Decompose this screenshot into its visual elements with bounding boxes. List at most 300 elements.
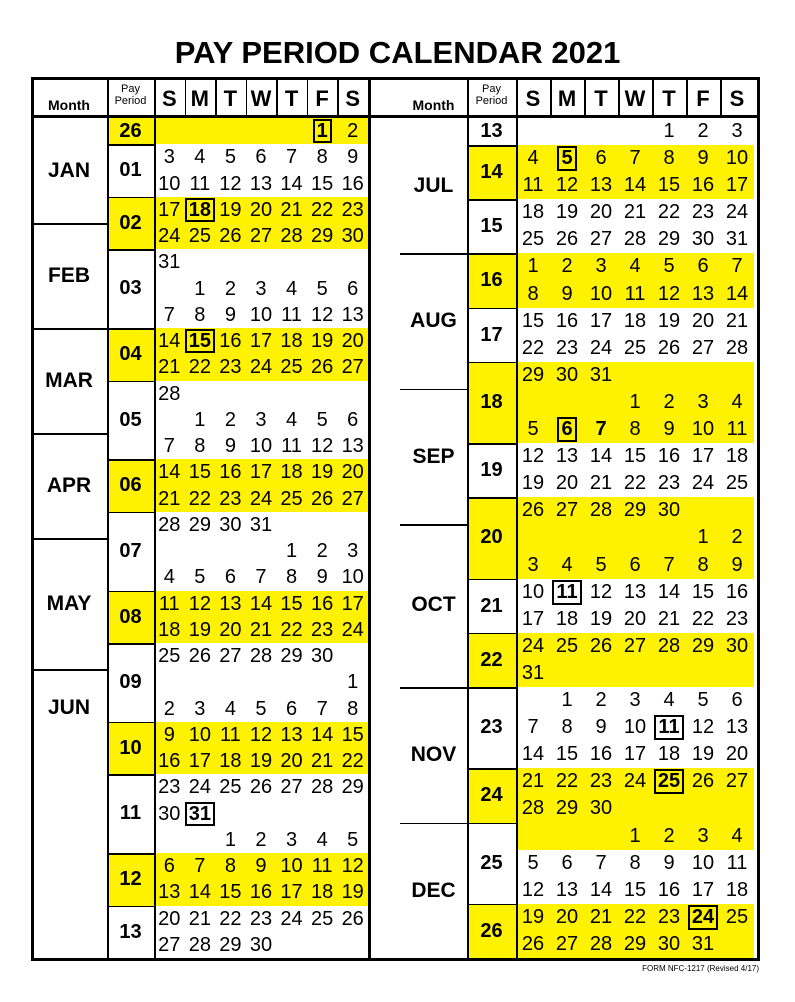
day-cell <box>154 171 185 197</box>
day-number: 19 <box>521 905 545 928</box>
day-number: 25 <box>219 776 242 799</box>
day-cell <box>276 801 307 827</box>
day-cell <box>618 741 652 768</box>
day-number: 18 <box>725 445 749 468</box>
day-cell <box>550 850 584 877</box>
day-number: 12 <box>691 716 715 739</box>
day-cell <box>276 722 307 748</box>
day-number: 14 <box>280 172 303 195</box>
day-number: 4 <box>224 697 236 720</box>
day-number: 20 <box>623 607 647 630</box>
day-number: 27 <box>341 487 364 510</box>
month-name: SEP <box>412 444 455 468</box>
day-cell <box>276 512 307 538</box>
day-cell <box>276 433 307 459</box>
day-cell <box>516 470 550 497</box>
day-cell <box>618 552 652 579</box>
day-cell <box>307 433 338 459</box>
pay-period-header-line1: Pay <box>121 83 140 95</box>
day-cell <box>686 281 720 308</box>
day-number: 13 <box>589 174 613 197</box>
day-cell <box>652 660 686 687</box>
right-pay-period-19 <box>467 443 516 497</box>
day-number: 1 <box>194 277 206 300</box>
right-pay-period-header <box>467 81 516 115</box>
day-cell <box>550 823 584 850</box>
day-cell <box>307 512 338 538</box>
day-number: 31 <box>249 513 273 536</box>
grid-line <box>107 512 154 514</box>
right-pay-period-15 <box>467 199 516 253</box>
day-number: 19 <box>589 607 613 630</box>
day-cell <box>686 850 720 877</box>
grid-line <box>246 80 248 115</box>
pay-period-number: 07 <box>119 539 142 562</box>
day-number: 12 <box>657 282 681 305</box>
day-number: 5 <box>595 553 607 576</box>
day-cell <box>686 308 720 335</box>
day-cell <box>307 354 338 380</box>
day-number: 6 <box>255 146 267 169</box>
day-cell <box>686 633 720 660</box>
day-number: 8 <box>285 566 298 589</box>
day-cell <box>246 249 277 275</box>
day-cell <box>307 696 338 722</box>
day-cell <box>720 497 754 524</box>
day-number: 7 <box>527 716 539 739</box>
pay-period-number: 06 <box>119 474 142 497</box>
day-cell <box>686 253 720 280</box>
day-number: 7 <box>595 851 607 874</box>
grid-line <box>368 77 371 961</box>
day-number: 16 <box>249 881 273 904</box>
day-cell <box>185 617 216 643</box>
day-number: 30 <box>219 513 242 536</box>
day-cell <box>584 795 618 822</box>
day-cell <box>215 617 246 643</box>
day-cell <box>618 253 652 280</box>
day-number: 10 <box>691 851 715 874</box>
day-cell <box>618 823 652 850</box>
day-cell <box>618 579 652 606</box>
day-number: 11 <box>281 435 302 457</box>
day-cell <box>516 904 550 931</box>
day-cell <box>307 748 338 774</box>
day-cell <box>246 564 277 590</box>
day-cell <box>307 276 338 302</box>
day-cell <box>550 877 584 904</box>
day-cell <box>720 687 754 714</box>
day-cell <box>618 389 652 416</box>
day-cell <box>652 931 686 958</box>
day-cell <box>652 579 686 606</box>
day-number: 1 <box>527 255 539 278</box>
day-number: 8 <box>194 435 206 457</box>
grid-line <box>107 459 154 461</box>
day-number: 5 <box>316 277 328 300</box>
day-cell <box>720 253 754 280</box>
left-pay-period-header <box>107 81 154 115</box>
day-number: 27 <box>691 336 715 359</box>
day-cell <box>516 145 550 172</box>
day-cell <box>550 416 584 443</box>
day-number: 26 <box>521 499 545 522</box>
day-number: 18 <box>521 201 545 224</box>
day-number: 29 <box>521 363 545 386</box>
day-number: 28 <box>521 797 545 820</box>
day-cell <box>215 459 246 485</box>
day-number: 30 <box>657 499 681 522</box>
day-cell <box>154 722 185 748</box>
day-number: 7 <box>629 147 641 170</box>
day-cell <box>584 687 618 714</box>
day-number: 6 <box>285 697 298 720</box>
day-number: 29 <box>341 776 364 799</box>
month-name: FEB <box>48 264 90 287</box>
day-number: 5 <box>347 828 359 851</box>
day-cell <box>618 660 652 687</box>
day-cell <box>686 687 720 714</box>
day-number: 5 <box>527 418 539 441</box>
day-number: 16 <box>158 750 181 772</box>
day-cell <box>276 696 307 722</box>
day-cell <box>652 552 686 579</box>
day-number: 23 <box>249 907 273 930</box>
day-cell <box>686 931 720 958</box>
grid-line <box>107 249 154 251</box>
day-cell <box>307 302 338 328</box>
day-cell <box>720 714 754 741</box>
day-cell <box>337 906 368 932</box>
day-cell <box>154 906 185 932</box>
pay-period-number: 09 <box>119 671 142 693</box>
day-cell <box>516 226 550 253</box>
day-number: 19 <box>341 881 364 904</box>
day-cell <box>550 335 584 362</box>
day-cell <box>307 486 338 512</box>
day-number: 1 <box>194 408 206 431</box>
day-number: 9 <box>663 851 675 874</box>
day-cell <box>337 538 368 564</box>
day-cell <box>337 564 368 590</box>
day-number: 30 <box>657 932 681 955</box>
day-number: 15 <box>341 723 364 746</box>
day-cell <box>154 617 185 643</box>
day-number: 24 <box>280 907 303 930</box>
day-cell <box>215 564 246 590</box>
day-cell <box>185 171 216 197</box>
day-cell <box>652 172 686 199</box>
day-cell <box>185 906 216 932</box>
day-number: 31 <box>691 932 715 955</box>
day-cell <box>618 118 652 145</box>
right-day-header-1: M <box>557 86 577 111</box>
day-number: 3 <box>347 540 359 562</box>
day-cell <box>720 389 754 416</box>
day-number: 12 <box>311 303 334 326</box>
day-cell <box>686 524 720 551</box>
day-cell <box>185 459 216 485</box>
day-cell <box>652 308 686 335</box>
day-cell <box>337 249 368 275</box>
grid-line <box>550 80 552 115</box>
day-number: 2 <box>255 828 267 851</box>
day-cell <box>215 223 246 249</box>
day-number: 5 <box>316 408 328 431</box>
day-number: 6 <box>697 255 709 278</box>
payday-boxed-number: 6 <box>557 417 576 442</box>
right-pay-period-26 <box>467 904 516 958</box>
day-cell <box>215 906 246 932</box>
day-cell <box>686 552 720 579</box>
pay-period-header-line2: Period <box>114 95 147 107</box>
day-cell <box>720 172 754 199</box>
day-cell <box>337 932 368 958</box>
grid-line <box>307 80 309 115</box>
day-cell <box>686 877 720 904</box>
day-cell <box>154 801 185 827</box>
grid-line <box>107 643 154 645</box>
grid-line <box>31 538 107 540</box>
day-cell <box>276 144 307 170</box>
day-cell <box>550 714 584 741</box>
day-number: 20 <box>555 905 579 928</box>
day-number: 18 <box>280 461 303 484</box>
left-month-jan <box>31 118 107 223</box>
day-number: 2 <box>347 120 359 142</box>
day-cell <box>215 722 246 748</box>
day-number: 28 <box>657 634 681 657</box>
day-number: 9 <box>663 418 675 441</box>
day-cell <box>686 714 720 741</box>
day-cell <box>276 197 307 223</box>
day-number: 29 <box>623 932 647 955</box>
day-cell <box>185 748 216 774</box>
day-number: 18 <box>311 881 334 904</box>
pay-period-number: 17 <box>480 323 503 346</box>
day-cell <box>154 381 185 407</box>
day-number: 14 <box>657 580 681 603</box>
payday-boxed-number: 24 <box>688 905 718 930</box>
day-cell <box>154 853 185 879</box>
day-number: 13 <box>555 445 579 468</box>
day-cell <box>215 696 246 722</box>
day-cell <box>154 197 185 223</box>
day-number: 27 <box>555 932 579 955</box>
day-number: 27 <box>249 225 273 247</box>
day-cell <box>584 145 618 172</box>
day-cell <box>154 696 185 722</box>
day-number: 7 <box>731 255 743 278</box>
left-pay-period-03 <box>107 249 154 328</box>
day-number: 4 <box>285 277 298 300</box>
day-cell <box>584 552 618 579</box>
grid-line <box>720 80 722 115</box>
day-cell <box>337 407 368 433</box>
left-pay-period-10 <box>107 722 154 775</box>
day-cell <box>215 276 246 302</box>
day-cell <box>337 118 368 144</box>
day-cell <box>337 328 368 354</box>
day-cell <box>652 443 686 470</box>
day-number: 23 <box>725 607 749 630</box>
day-cell <box>652 850 686 877</box>
day-cell <box>516 877 550 904</box>
day-cell <box>550 281 584 308</box>
day-cell <box>276 118 307 144</box>
day-number: 18 <box>280 330 303 352</box>
day-number: 17 <box>249 330 273 352</box>
day-number: 3 <box>527 553 539 576</box>
day-number: 28 <box>280 225 303 247</box>
day-number: 27 <box>158 933 181 956</box>
day-number: 28 <box>188 933 211 956</box>
day-number: 1 <box>629 824 641 847</box>
day-cell <box>276 171 307 197</box>
day-cell <box>720 362 754 389</box>
day-number: 12 <box>188 592 211 615</box>
day-cell <box>618 308 652 335</box>
day-number: 18 <box>219 750 242 772</box>
day-number: 14 <box>589 878 613 901</box>
day-cell <box>215 302 246 328</box>
day-cell <box>215 879 246 905</box>
day-number: 11 <box>624 282 646 305</box>
day-number: 20 <box>158 907 181 930</box>
day-cell <box>584 497 618 524</box>
day-cell <box>720 877 754 904</box>
right-pay-period-16 <box>467 253 516 307</box>
day-cell <box>550 308 584 335</box>
day-number: 12 <box>341 855 364 877</box>
pay-period-number: 05 <box>119 408 142 431</box>
day-number: 24 <box>188 776 211 799</box>
day-number: 9 <box>697 147 709 170</box>
day-cell <box>185 433 216 459</box>
day-cell <box>720 470 754 497</box>
day-cell <box>307 853 338 879</box>
day-cell <box>276 276 307 302</box>
right-month-sep <box>400 389 467 524</box>
left-pay-period-05 <box>107 381 154 460</box>
pay-period-number: 26 <box>119 120 142 142</box>
day-cell <box>215 932 246 958</box>
day-number: 26 <box>521 932 545 955</box>
day-cell <box>185 696 216 722</box>
grid-line <box>107 328 154 330</box>
day-cell <box>337 171 368 197</box>
day-number: 20 <box>219 618 242 641</box>
grid-line <box>467 362 516 364</box>
day-cell <box>215 538 246 564</box>
day-cell <box>337 512 368 538</box>
pay-period-header-line1: Pay <box>482 83 501 95</box>
day-cell <box>215 774 246 800</box>
day-cell <box>185 564 216 590</box>
pay-period-number: 22 <box>480 648 503 671</box>
day-number: 16 <box>219 330 242 352</box>
day-cell <box>246 827 277 853</box>
grid-line <box>185 80 187 115</box>
grid-line <box>400 389 467 391</box>
month-name: DEC <box>411 878 456 902</box>
day-cell <box>720 660 754 687</box>
day-number: 24 <box>341 618 364 641</box>
day-cell <box>337 433 368 459</box>
day-cell <box>516 823 550 850</box>
day-number: 3 <box>697 824 709 847</box>
day-cell <box>550 795 584 822</box>
day-cell <box>215 486 246 512</box>
day-cell <box>652 389 686 416</box>
day-cell <box>550 606 584 633</box>
day-cell <box>185 223 216 249</box>
day-cell <box>337 381 368 407</box>
day-number: 27 <box>280 776 303 799</box>
day-number: 4 <box>194 146 206 169</box>
day-number: 13 <box>725 716 749 739</box>
form-note: FORM NFC-1217 (Revised 4/17) <box>642 964 759 973</box>
day-cell <box>215 171 246 197</box>
day-cell <box>246 381 277 407</box>
day-cell <box>516 850 550 877</box>
left-pay-period-13 <box>107 906 154 959</box>
day-number: 21 <box>311 750 334 772</box>
day-number: 7 <box>194 855 206 877</box>
day-cell <box>337 696 368 722</box>
day-cell <box>154 223 185 249</box>
day-number: 19 <box>691 743 715 766</box>
day-number: 3 <box>731 120 743 142</box>
day-cell <box>584 877 618 904</box>
grid-line <box>31 669 107 671</box>
right-pay-period-18 <box>467 362 516 443</box>
right-pay-period-23 <box>467 687 516 768</box>
day-number: 7 <box>285 146 298 169</box>
day-number: 1 <box>663 120 675 142</box>
day-cell <box>550 145 584 172</box>
day-cell <box>618 714 652 741</box>
day-cell <box>246 906 277 932</box>
month-name: OCT <box>411 593 456 617</box>
day-cell <box>307 197 338 223</box>
day-number: 21 <box>249 618 273 641</box>
day-number: 2 <box>224 408 236 431</box>
day-cell <box>652 633 686 660</box>
day-cell <box>720 606 754 633</box>
day-cell <box>720 768 754 795</box>
grid-line <box>652 80 654 115</box>
pay-period-number: 04 <box>119 343 142 365</box>
day-number: 13 <box>249 172 273 195</box>
day-cell <box>584 118 618 145</box>
day-number: 8 <box>224 855 236 877</box>
day-number: 17 <box>691 878 715 901</box>
day-cell <box>246 276 277 302</box>
day-cell <box>516 253 550 280</box>
day-cell <box>337 486 368 512</box>
day-cell <box>550 470 584 497</box>
day-number: 1 <box>629 390 641 413</box>
day-cell <box>584 416 618 443</box>
grid-line <box>618 80 620 115</box>
day-cell <box>516 362 550 389</box>
day-number: 9 <box>224 435 236 457</box>
day-number: 11 <box>726 418 748 441</box>
day-number: 30 <box>311 645 334 667</box>
day-cell <box>185 118 216 144</box>
grid-line <box>467 768 516 770</box>
